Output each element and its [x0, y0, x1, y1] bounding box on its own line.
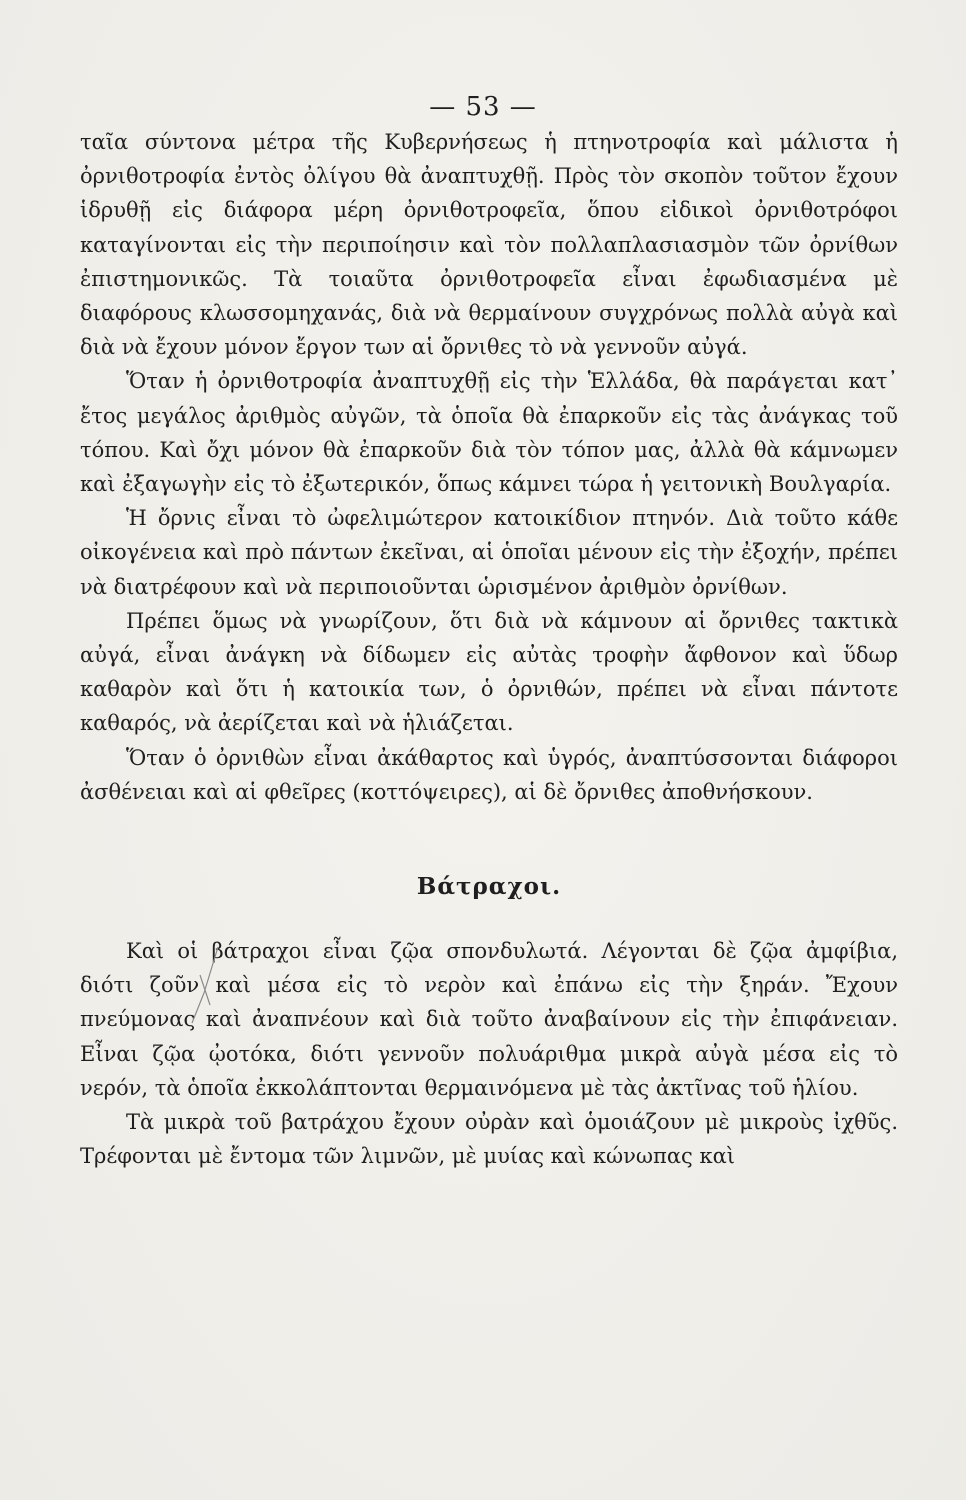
paragraph: Ἡ ὄρνις εἶναι τὸ ὠφελιμώτερον κατοικίδιον πτηνόν. Διὰ τοῦτο κάθε οἰκογένεια καὶ πρὸ πάντων ἐκεῖναι, αἱ ὁποῖαι μένουν εἰς τὴν ἐξοχήν, πρέπει νὰ διατρέφουν καὶ νὰ περιποιοῦνται ὡρισμένον ἀριθμὸν ὀρνίθων. — [80, 506, 898, 599]
section-heading: Βάτραχοι. — [416, 873, 562, 901]
paragraph-continuation: ταῖα σύντονα μέτρα τῆς Κυβερνήσεως ἡ πτηνοτροφία καὶ μάλιστα ἡ ὀρνιθοτροφία ἐντὸς ὀλίγου θὰ ἀναπτυχθῇ. Πρὸς τὸν σκοπὸν τοῦτον ἔχουν ἱδρυθῇ εἰς διάφορα μέρη ὀρνιθοτροφεῖα, ὅπου εἰδικοὶ ὀρνιθοτρόφοι καταγίνονται εἰς τὴν περιποίησιν καὶ τὸν πολλαπλασιασμὸν τῶν ὀρνίθων ἐπιστημονικῶς. Τὰ τοιαῦτα ὀρνιθοτροφεῖα εἶναι ἐφωδιασμένα μὲ διαφόρους κλωσσομηχανάς, διὰ νὰ θερμαίνουν συγχρόνως πολλὰ αὐγὰ καὶ διὰ νὰ ἔχουν μόνον ἔργον των αἱ ὄρνιθες τὸ νὰ γεννοῦν αὐγά. — [80, 130, 898, 360]
paragraph: Καὶ οἱ βάτραχοι εἶναι ζῷα σπονδυλωτά. Λέγονται δὲ ζῷα ἀμφίβια, διότι ζοῦν καὶ μέσα εἰς τὸ νερὸν καὶ ἐπάνω εἰς τὴν ξηράν. Ἔχουν πνεύμονας καὶ ἀναπνέουν καὶ διὰ τοῦτο ἀναβαίνουν εἰς τὴν ἐπιφάνειαν. Εἶναι ζῷα ᾠοτόκα, διότι γεννοῦν πολυάριθμα μικρὰ αὐγὰ μέσα εἰς τὸ νερόν, τὰ ὁποῖα ἐκκολάπτονται θερμαινόμενα μὲ τὰς ἀκτῖνας τοῦ ἡλίου. — [80, 939, 898, 1100]
paragraph: Ὅταν ὁ ὀρνιθὼν εἶναι ἀκάθαρτος καὶ ὑγρός, ἀναπτύσσονται διάφοροι ἀσθένειαι καὶ αἱ φθεῖρες (κοττόψειρες), αἱ δὲ ὄρνιθες ἀποθνήσκουν. — [80, 745, 898, 804]
paragraph: Τὰ μικρὰ τοῦ βατράχου ἔχουν οὐρὰν καὶ ὁμοιάζουν μὲ μικροὺς ἰχθῦς. Τρέφονται μὲ ἔντομα τῶν λιμνῶν, μὲ μυίας καὶ κώνωπας καὶ — [80, 1110, 898, 1169]
paragraph: Ὅταν ἡ ὀρνιθοτροφία ἀναπτυχθῇ εἰς τὴν Ἑλλάδα, θὰ παράγεται κατ᾽ ἔτος μεγάλος ἀριθμὸς αὐγῶν, τὰ ὁποῖα θὰ ἐπαρκοῦν εἰς τὰς ἀνάγκας τοῦ τόπου. Καὶ ὄχι μόνον θὰ ἐπαρκοῦν διὰ τὸν τόπον μας, ἀλλὰ θὰ κάμνωμεν καὶ ἐξαγωγὴν εἰς τὸ ἐξωτερικόν, ὅπως κάμνει τώρα ἡ γειτονικὴ Βουλγαρία. — [80, 369, 898, 497]
page-number: — 53 — — [429, 92, 537, 122]
pencil-mark-icon — [186, 945, 236, 1025]
paragraph: Πρέπει ὅμως νὰ γνωρίζουν, ὅτι διὰ νὰ κάμνουν αἱ ὄρνιθες τακτικὰ αὐγά, εἶναι ἀνάγκη νὰ δίδωμεν εἰς αὐτὰς τροφὴν ἄφθονον καὶ ὕδωρ καθαρὸν καὶ ὅτι ἡ κατοικία των, ὁ ὀρνιθών, πρέπει νὰ εἶναι πάντοτε καθαρός, νὰ ἀερίζεται καὶ νὰ ἡλιάζεται. — [80, 608, 898, 736]
